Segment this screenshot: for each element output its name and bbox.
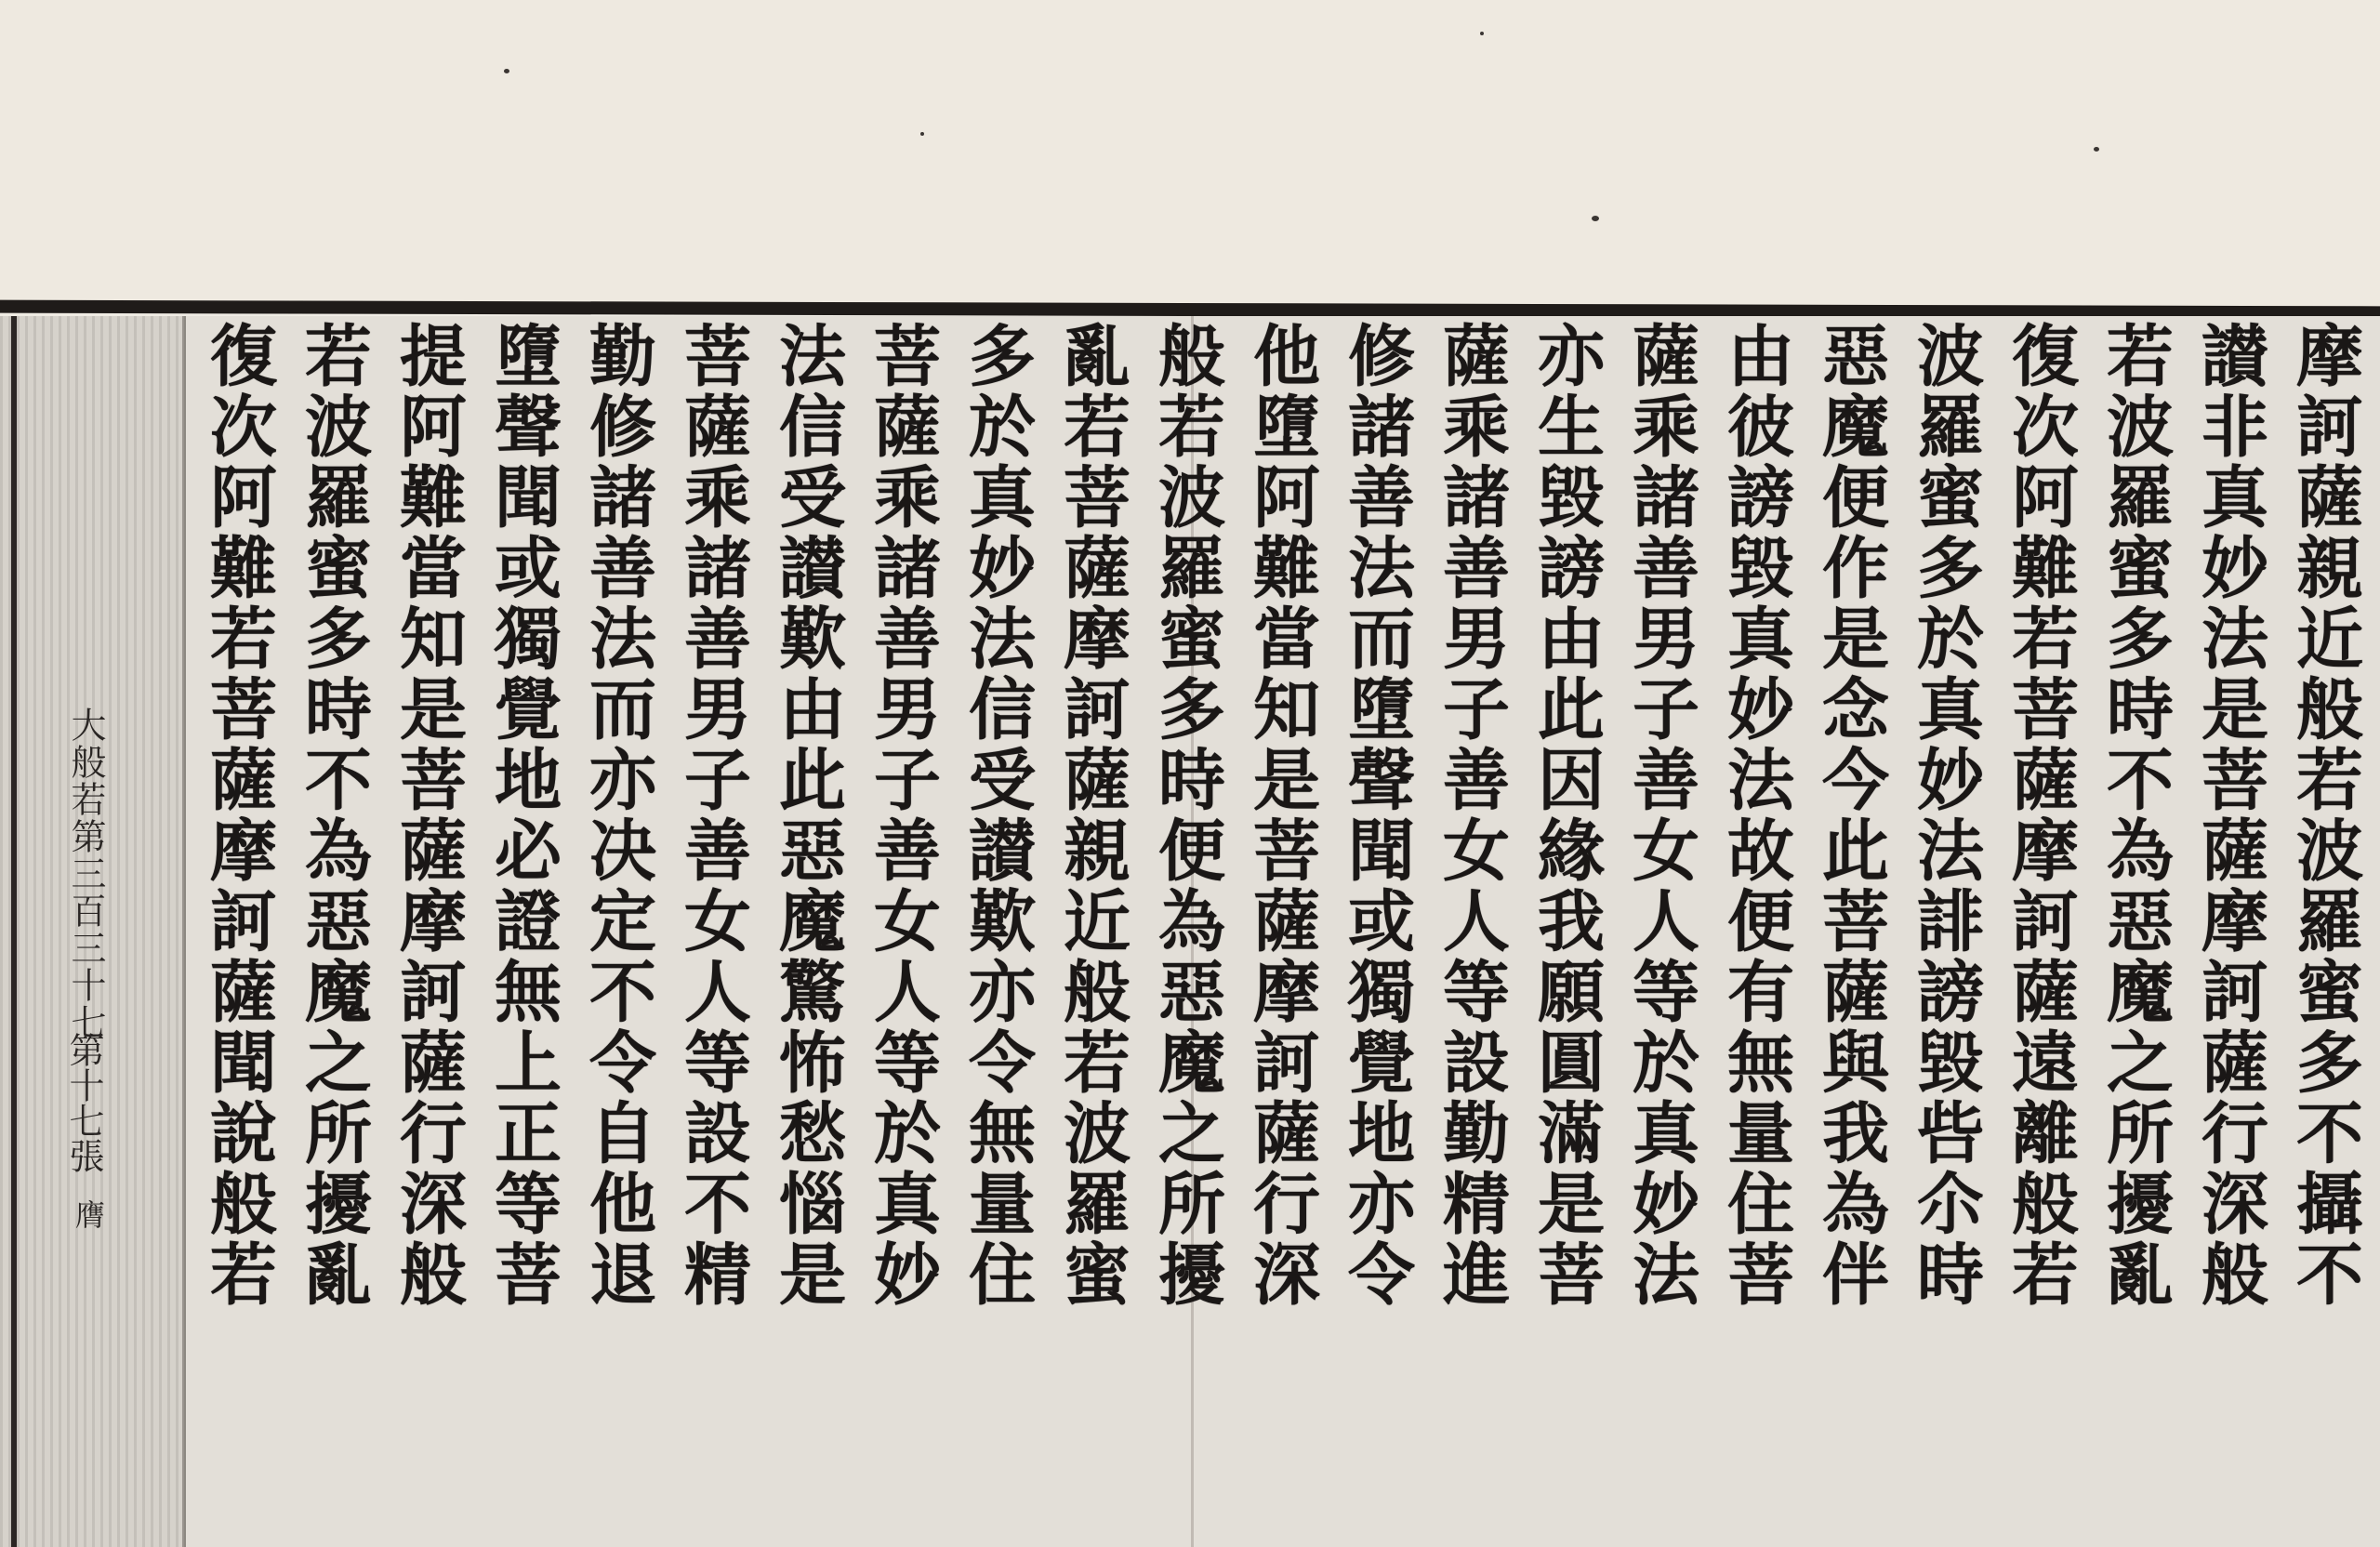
text-column: 菩薩乘諸善男子善女人等設不精 xyxy=(673,321,752,1310)
text-column: 亦生毀謗由此因緣我願圓滿是菩 xyxy=(1527,321,1606,1310)
text-column: 由彼謗毀真妙法故便有無量住菩 xyxy=(1716,321,1795,1310)
text-column: 若波羅蜜多時不為惡魔之所擾亂 xyxy=(294,321,373,1310)
text-column: 薩乘諸善男子善女人等於真妙法 xyxy=(1621,321,1700,1310)
text-column: 惡魔便作是念今此菩薩與我為伴 xyxy=(1811,321,1890,1310)
margin-title: 大般若第三百三十七 xyxy=(65,707,106,1041)
text-columns xyxy=(186,321,2380,1539)
text-column: 法信受讃歎由此惡魔驚怖愁惱是 xyxy=(768,321,847,1310)
ink-fleck xyxy=(1480,32,1484,35)
text-column: 多於真妙法信受讃歎亦令無量住 xyxy=(958,321,1037,1310)
text-column: 他墮阿難當知是菩薩摩訶薩行深 xyxy=(1242,321,1321,1310)
text-column: 摩訶薩親近般若波羅蜜多不攝不 xyxy=(2285,321,2364,1310)
ink-fleck xyxy=(2094,147,2099,152)
text-column: 般若波羅蜜多時便為惡魔之所擾 xyxy=(1147,321,1226,1310)
text-column: 勤修諸善法而亦决定不令自他退 xyxy=(578,321,657,1310)
left-frame-line xyxy=(11,316,17,1547)
upper-blank-margin xyxy=(0,0,2380,307)
ink-fleck xyxy=(920,132,924,136)
text-column: 修諸善法而墮聲聞或獨覺地亦令 xyxy=(1337,321,1416,1310)
text-column: 波羅蜜多於真妙法誹謗毀呰尒時 xyxy=(1906,321,1985,1310)
text-column: 提阿難當知是菩薩摩訶薩行深般 xyxy=(389,321,468,1310)
text-column: 薩乘諸善男子善女人等設勤精進 xyxy=(1432,321,1511,1310)
text-column: 復次阿難若菩薩摩訶薩聞說般若 xyxy=(199,321,278,1310)
margin-page-number: 第十七張 xyxy=(63,1032,104,1173)
text-column: 墮聲聞或獨覺地必證無上正等菩 xyxy=(483,321,562,1310)
text-column: 讃非真妙法是菩薩摩訶薩行深般 xyxy=(2190,321,2269,1310)
text-column: 復次阿難若菩薩摩訶薩遠離般若 xyxy=(2001,321,2080,1310)
ink-fleck xyxy=(1592,216,1599,221)
ink-fleck xyxy=(504,69,509,73)
text-column: 若波羅蜜多時不為惡魔之所擾亂 xyxy=(2096,321,2175,1310)
text-column: 菩薩乘諸善男子善女人等於真妙 xyxy=(863,321,942,1310)
margin-carver-mark: 膺 xyxy=(71,1199,106,1229)
text-column: 亂若菩薩摩訶薩親近般若波羅蜜 xyxy=(1052,321,1131,1310)
